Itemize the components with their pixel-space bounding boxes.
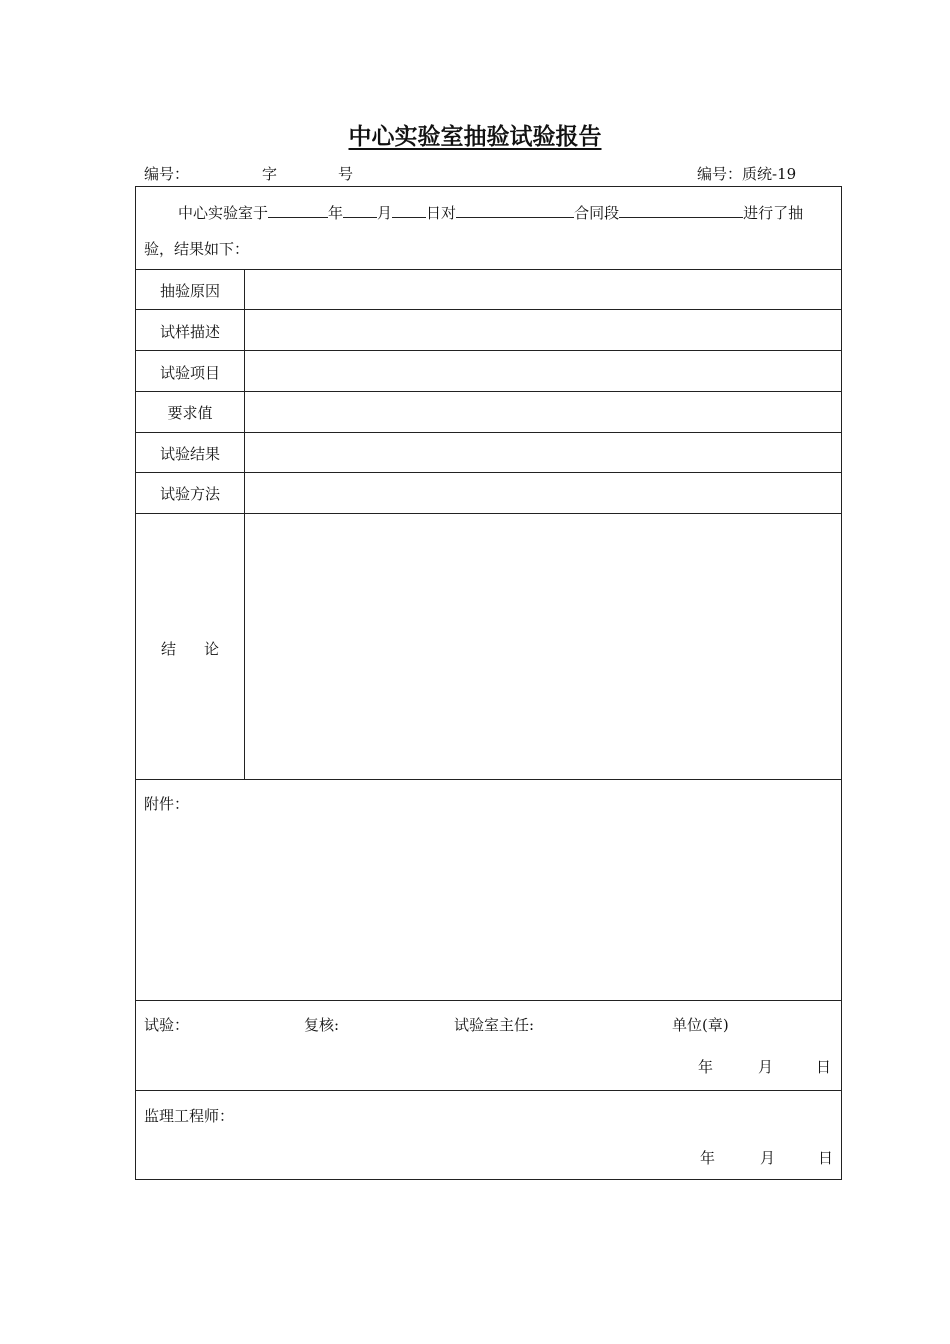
- row-label-test-result: 试验结果: [159, 445, 220, 463]
- row-label-test-items: 试验项目: [159, 364, 220, 382]
- sign-date-year: 年: [698, 1058, 714, 1076]
- row-label-sample-description: 试样描述: [159, 323, 220, 341]
- supervisor-date-day: 日: [818, 1149, 834, 1167]
- value-sample-description[interactable]: [245, 310, 841, 350]
- director-signature-label: 试验室主任:: [454, 1016, 535, 1034]
- unit-seal-label: 单位(章): [672, 1016, 729, 1034]
- value-required-value[interactable]: [245, 392, 841, 432]
- review-signature-label: 复核:: [304, 1016, 340, 1034]
- supervisor-date-month: 月: [760, 1149, 776, 1167]
- contract-blank[interactable]: [456, 201, 574, 218]
- page-title: 中心实验室抽验试验报告: [348, 124, 602, 150]
- serial-label: 编号：: [144, 165, 190, 183]
- supervisor-date-year: 年: [700, 1149, 716, 1167]
- row-label-sampling-reason: 抽验原因: [159, 282, 220, 300]
- intro-line-2: 验，结果如下：: [144, 240, 250, 258]
- form-code: 编号：质统-19: [697, 165, 797, 183]
- intro-line-1: 中心实验室于 年 月 日对 合同段 进行了抽: [178, 201, 803, 223]
- attachment-field[interactable]: [136, 817, 841, 999]
- date-year-blank[interactable]: [268, 201, 328, 218]
- zi-label: 字: [262, 165, 278, 183]
- conclusion-field[interactable]: [245, 514, 841, 779]
- report-form: [135, 186, 842, 1180]
- value-test-result[interactable]: [245, 433, 841, 472]
- hao-label: 号: [338, 165, 354, 183]
- date-month-blank[interactable]: [343, 201, 377, 218]
- sign-date-day: 日: [816, 1058, 832, 1076]
- row-label-test-method: 试验方法: [159, 485, 220, 503]
- date-day-blank[interactable]: [392, 201, 426, 218]
- supervisor-label: 监理工程师：: [144, 1107, 235, 1125]
- attachment-label: 附件：: [144, 795, 190, 813]
- conclusion-label: 结 论: [161, 640, 220, 658]
- project-blank[interactable]: [619, 201, 743, 218]
- row-label-required-value: 要求值: [167, 404, 213, 422]
- test-signature-label: 试验：: [144, 1016, 190, 1034]
- value-test-method[interactable]: [245, 473, 841, 513]
- value-sampling-reason[interactable]: [245, 270, 841, 309]
- value-test-items[interactable]: [245, 351, 841, 391]
- sign-date-month: 月: [758, 1058, 774, 1076]
